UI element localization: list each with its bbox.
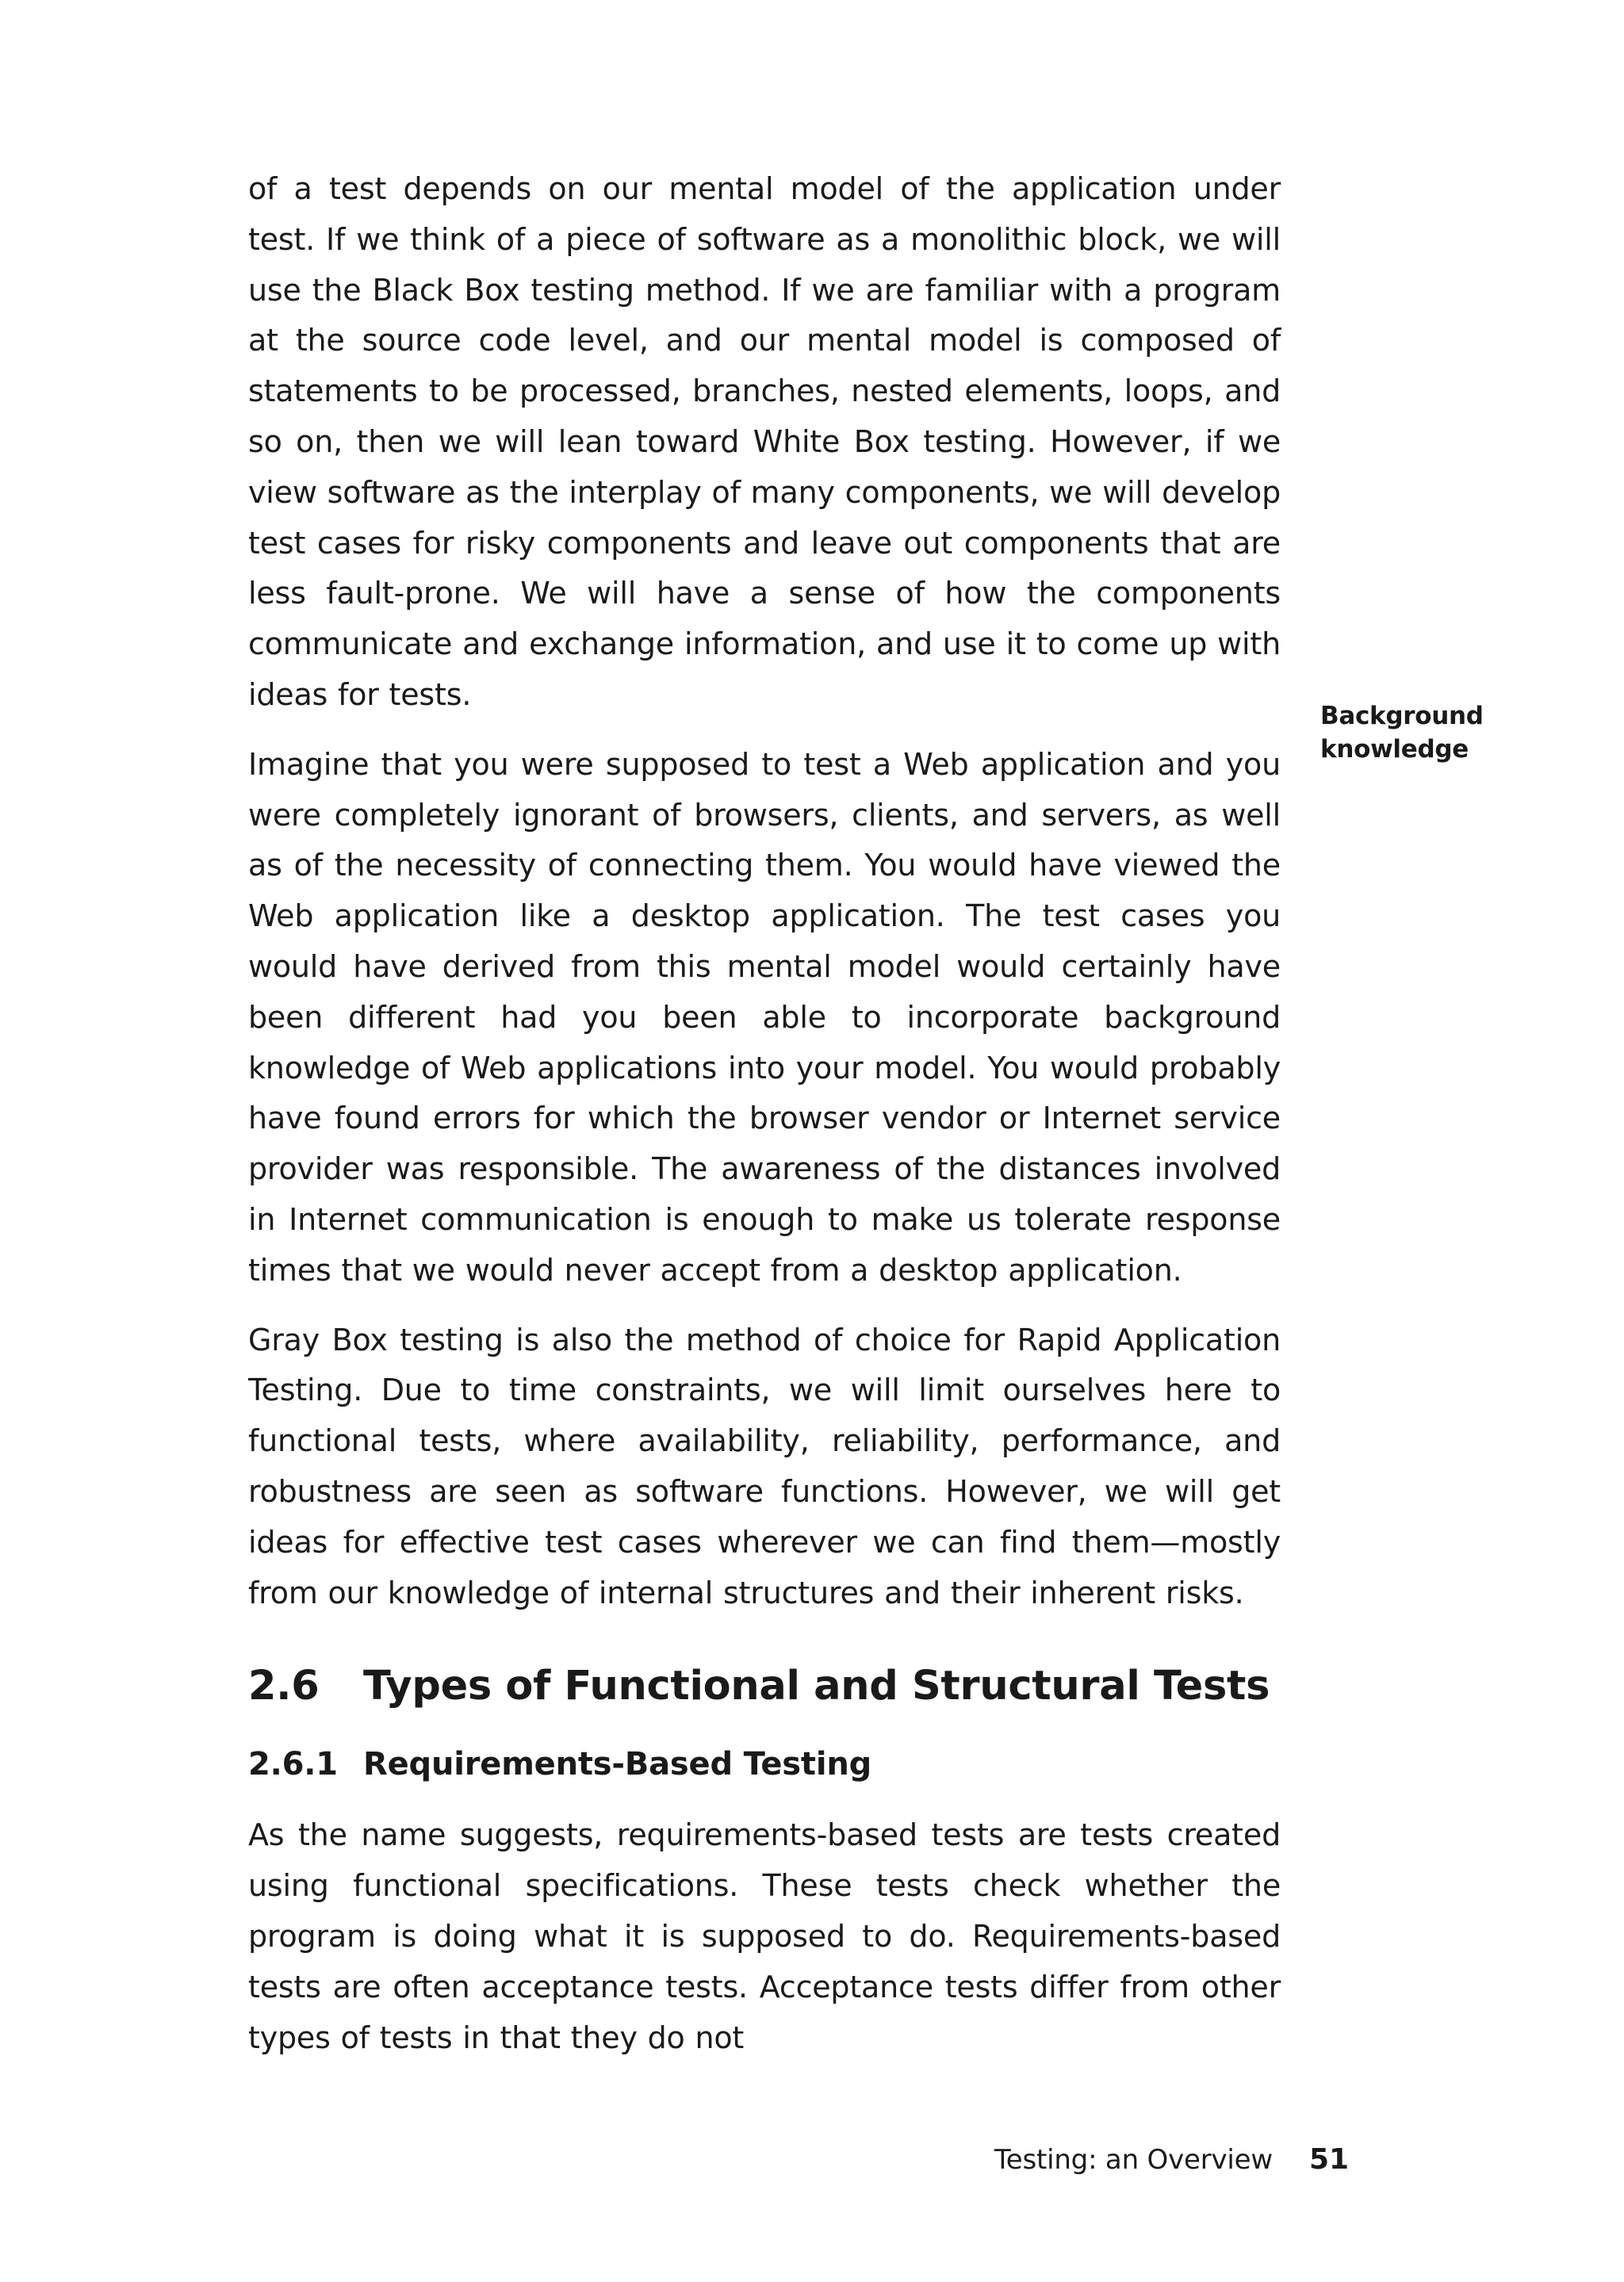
margin-note <box>1320 699 1511 766</box>
margin-note-line-1: Background <box>1320 702 1484 730</box>
margin-note-line-2: knowledge <box>1320 735 1469 764</box>
body-paragraph-2: Imagine that you were supposed to test a Web application and you were completely ignorant of browsers, clients, and servers, as well as of the necessity of connecting them. You would have viewed the Web application like a desktop application. The test cases you would have derived from this mental model would certainly have been different had you been able to incorporate background knowledge of Web applications into your model. You would probably have found errors for which the browser vendor or Internet service provider was responsible. The awareness of the distances involved in Internet communication is enough to make us tolerate response times that we would never accept from a desktop application. <box>248 746 1281 1288</box>
main-text-column <box>248 164 1281 2063</box>
subsection-number: 2.6.1 <box>248 1746 338 1783</box>
section-number: 2.6 <box>248 1663 320 1710</box>
body-paragraph-4: As the name suggests, requirements-based tests are tests created using functional specifications. These tests check whether the program is doing what it is supposed to do. Requirements-based tests are often acceptance tests. Acceptance tests differ from other types of tests in that they do not <box>248 1817 1281 2055</box>
page-footer <box>248 2143 1350 2176</box>
subsection-heading <box>248 1742 1281 1786</box>
section-heading <box>248 1661 1281 1712</box>
section-title: Types of Functional and Structural Tests <box>363 1663 1270 1710</box>
running-title: Testing: an Overview <box>994 2144 1273 2176</box>
page-number: 51 <box>1309 2143 1350 2176</box>
subsection-title: Requirements-Based Testing <box>363 1746 872 1783</box>
body-paragraph-3: Gray Box testing is also the method of choice for Rapid Application Testing. Due to time constraints, we will limit ourselves here to functional tests, where availability, reliability, performance, and robustness are seen as software functions. However, we will get ideas for effective test cases wherever we can find them—mostly from our knowledge of internal structures and their inherent risks. <box>248 1322 1281 1610</box>
body-paragraph-1: of a test depends on our mental model of the application under test. If we think of a piece of software as a monolithic block, we will use the Black Box testing method. If we are familiar with a program at the source code level, and our mental model is composed of statements to be processed, branches, nested elements, loops, and so on, then we will lean toward White Box testing. However, if we view software as the interplay of many components, we will develop test cases for risky components and leave out components that are less fault-prone. We will have a sense of how the components communicate and exchange information, and use it to come up with ideas for tests. <box>248 171 1281 712</box>
